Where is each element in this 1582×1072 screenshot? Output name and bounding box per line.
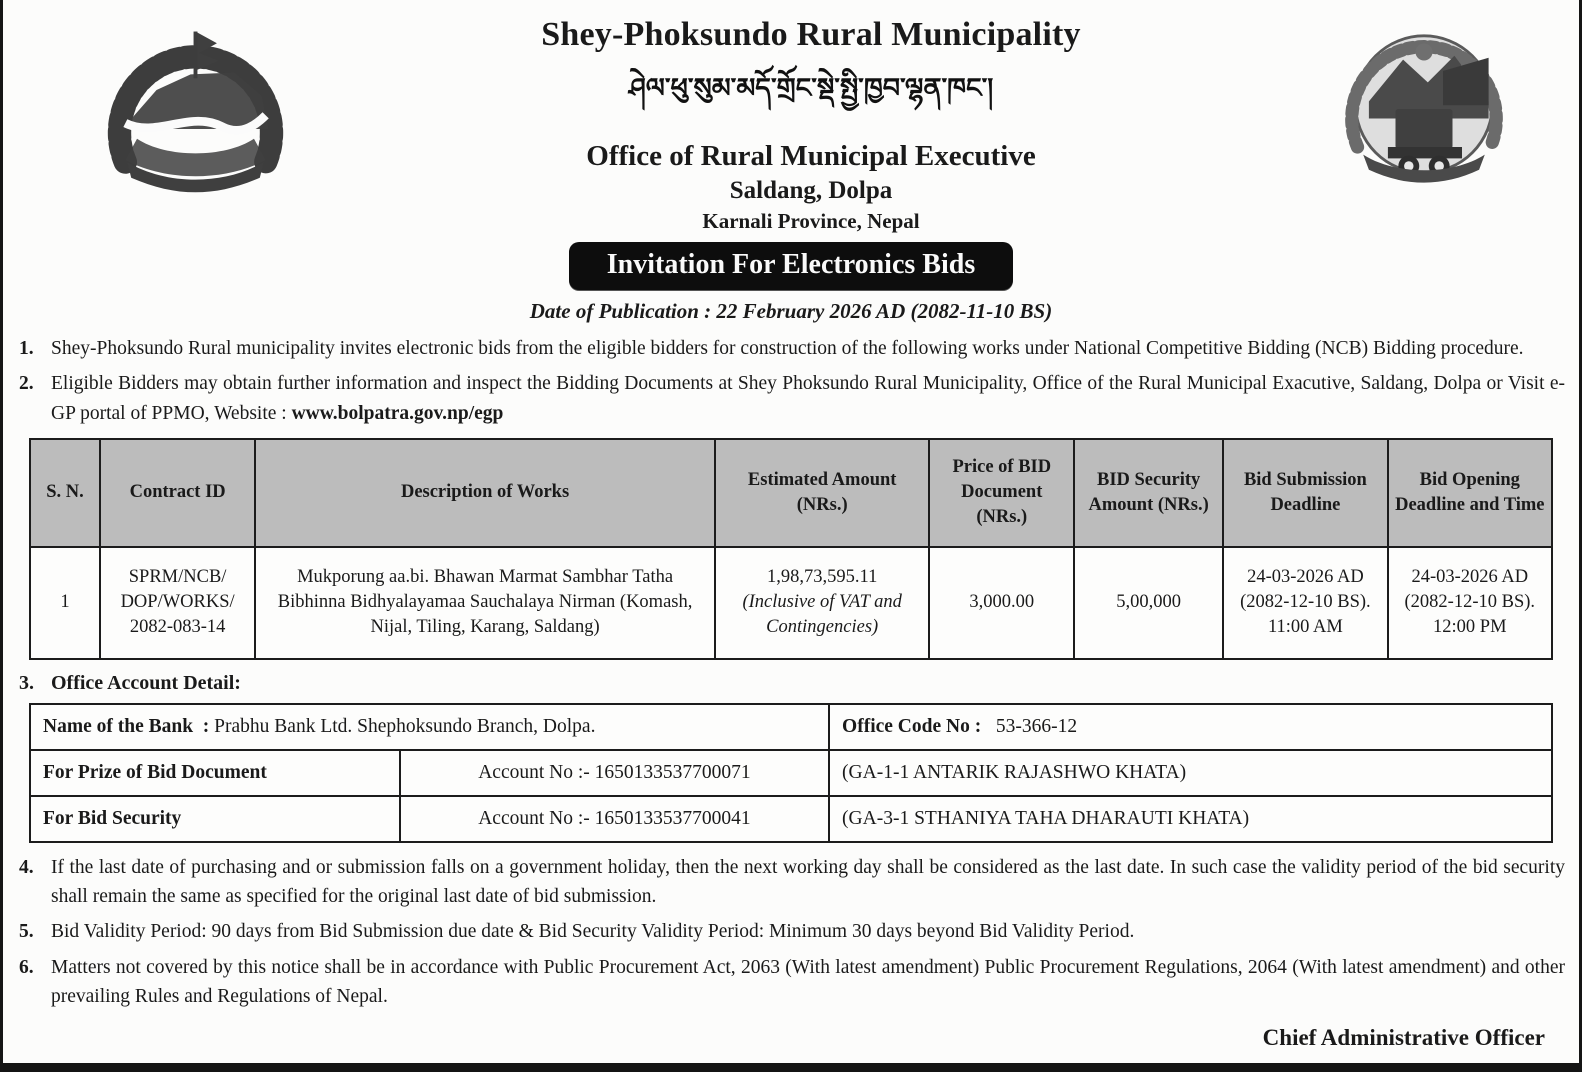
office-code-value: 53-366-12 [995,715,1078,737]
bank-name-value: Prabhu Bank Ltd. Shephoksundo Branch, Dolpa. [214,715,596,737]
bid-table-data-row [30,547,1552,659]
cell-opening-deadline: 24-03-2026 AD (2082-12-10 BS). 12:00 PM [1388,547,1552,659]
account-section-heading [13,672,1565,695]
notice-text: Bid Validity Period: 90 days from Bid Submission due date & Bid Security Validity Period: Minimum 30 days beyond Bid Validity Period. [51,921,1135,943]
office-code-cell [829,704,1552,750]
estimated-amount-value: 1,98,73,595.11 [767,567,878,588]
account-purpose-label: For Prize of Bid Document [30,750,400,796]
signature-title: Chief Administrative Officer [1262,1025,1545,1050]
notice-text [51,369,1565,428]
bid-table-header-row [30,439,1552,547]
col-header-bid-security: BID Security Amount (NRs.) [1074,439,1223,547]
bank-name-label: Name of the Bank [43,715,194,737]
notice-item-4 [13,853,1565,912]
account-number: Account No :- 1650133537700041 [400,796,829,842]
estimated-amount-note: (Inclusive of VAT and Contingencies) [742,592,902,638]
col-header-opening-deadline: Bid Opening Deadline and Time [1388,439,1552,547]
notice-text-normal: Eligible Bidders may obtain further information and inspect the Bidding Documents at Shey Phoksundo Rural Municipality, Office of the Rural Municipal Exacutive, Saldang, Dolpa or Visit e-GP portal of PPMO, Website : [51,373,1565,424]
header-titles [293,14,1329,234]
account-khata-name: (GA-1-1 ANTARIK RAJASHWO KHATA) [829,750,1552,796]
col-header-estimated-amount: Estimated Amount (NRs.) [715,439,930,547]
colon: : [202,715,210,737]
account-section-title: Office Account Detail: [51,671,241,694]
notice-item-2 [13,369,1565,428]
account-row-bid-document [30,750,1552,796]
notice-number: 1. [19,338,34,359]
bid-invitation-table [29,438,1553,660]
notice-number: 5. [19,921,34,943]
notice-text: If the last date of purchasing and or submission falls on a government holiday, then the next working day shall be considered as the last date. In such case the validity period of the bid security shall remain the same as specified for the original last date of bid submission. [51,856,1565,907]
notice-list-bottom [13,853,1565,1011]
notice-item-5 [13,917,1565,946]
col-header-bid-doc-price: Price of BID Document (NRs.) [929,439,1074,547]
egp-portal-url: www.bolpatra.gov.np/egp [291,402,504,424]
municipality-title: Shey-Phoksundo Rural Municipality [541,16,1081,53]
notice-text: Matters not covered by this notice shall be in accordance with Public Procurement Act, 2063 (With latest amendment) Public Procurement Regulations, 2064 (With latest amendment) and other prevailing Rules and Regulations of Nepal. [51,956,1565,1007]
account-khata-name: (GA-3-1 STHANIYA TAHA DHARAUTI KHATA) [829,796,1552,842]
cell-estimated-amount [715,547,930,659]
banner-row [3,242,1579,290]
notice-text: Shey-Phoksundo Rural municipality invites electronic bids from the eligible bidders for construction of the following works under National Competitive Bidding (NCB) Bidding procedure. [51,338,1524,359]
cell-sn: 1 [30,547,100,659]
office-code-label: Office Code No : [842,715,982,737]
notice-item-1 [13,334,1565,363]
notice-number: 6. [19,956,34,978]
cell-bid-doc-price: 3,000.00 [929,547,1074,659]
notice-banner-title: Invitation For Electronics Bids [569,242,1013,290]
bank-name-cell [30,704,829,750]
cell-submission-deadline: 24-03-2026 AD (2082-12-10 BS). 11:00 AM [1223,547,1387,659]
col-header-sn: S. N. [30,439,100,547]
cell-contract-id: SPRM/NCB/ DOP/WORKS/ 2082-083-14 [100,547,255,659]
col-header-contract-id: Contract ID [100,439,255,547]
province-line: Karnali Province, Nepal [702,209,920,233]
office-title: Office of Rural Municipal Executive [586,140,1036,172]
place-line: Saldang, Dolpa [729,177,893,204]
notice-item-6 [13,953,1565,1012]
office-account-table [29,703,1553,843]
bank-row [30,704,1552,750]
cell-description: Mukporung aa.bi. Bhawan Marmat Sambhar Tatha Bibhinna Bidhyalayamaa Sauchalaya Nirman (Komash, Nijal, Tiling, Karang, Saldang) [255,547,715,659]
account-number: Account No :- 1650133537700071 [400,750,829,796]
page-bottom-border [3,1063,1579,1072]
account-purpose-label: For Bid Security [30,796,400,842]
publication-date: Date of Publication : 22 February 2026 AD (2082-11-10 BS) [529,299,1053,323]
document-header [3,0,1579,234]
account-row-bid-security [30,796,1552,842]
notice-number: 4. [19,856,34,878]
col-header-submission-deadline: Bid Submission Deadline [1223,439,1387,547]
tibetan-script-title: ཤེལ་ཕུ་སུམ་མདོ་གྲོང་སྡེ་སྤྱི་ཁྱབ་ལྷན་ཁང་། [628,73,994,104]
notice-number: 2. [19,373,34,395]
notice-number: 3. [19,671,34,694]
nepal-coat-of-arms-icon [98,14,293,209]
notice-list-top [13,334,1565,428]
municipality-seal-icon [1329,14,1519,209]
col-header-description: Description of Works [255,439,715,547]
cell-bid-security: 5,00,000 [1074,547,1223,659]
